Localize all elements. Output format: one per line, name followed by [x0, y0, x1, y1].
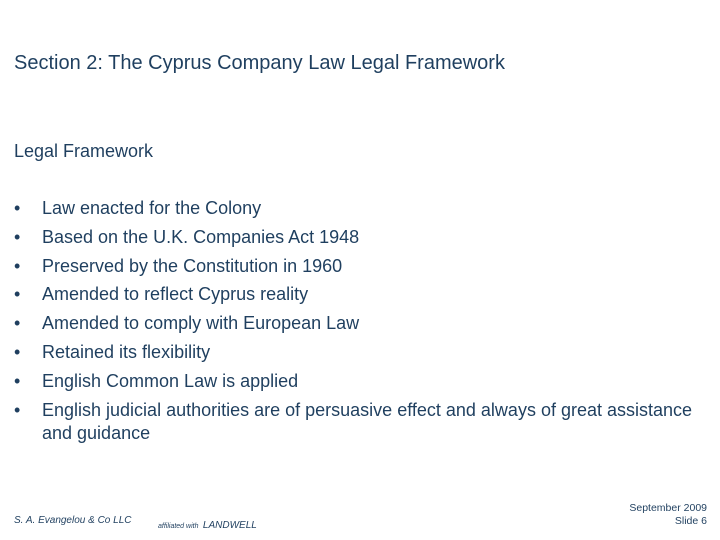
bullet-text: Law enacted for the Colony	[42, 198, 262, 218]
bullet-marker: •	[14, 284, 21, 305]
bullet-text: Preserved by the Constitution in 1960	[42, 255, 343, 276]
bullet-marker: •	[14, 399, 21, 420]
footer-affiliation	[158, 515, 257, 533]
list-item	[14, 341, 694, 364]
slide-number: Slide 6	[674, 515, 707, 527]
affiliated-brand: LANDWELL	[202, 520, 257, 531]
bullet-text: English judicial authorities are of persuasive effect and always of great assistance and guidance	[42, 399, 693, 443]
bullet-list	[14, 197, 694, 450]
bullet-text: Based on the U.K. Companies Act 1948	[42, 226, 360, 247]
list-item	[14, 312, 694, 335]
bullet-text: Amended to reflect Cyprus reality	[42, 284, 309, 305]
bullet-marker: •	[14, 313, 21, 334]
bullet-text: English Common Law is applied	[42, 370, 299, 391]
footer-date: September 2009	[629, 502, 707, 514]
section-subtitle: Legal Framework	[14, 141, 154, 161]
bullet-text: Amended to comply with European Law	[42, 313, 360, 334]
list-item	[14, 283, 694, 306]
bullet-marker: •	[14, 255, 21, 276]
list-item	[14, 197, 694, 220]
list-item	[14, 255, 694, 278]
slide-title: Section 2: The Cyprus Company Law Legal Framework	[14, 52, 505, 74]
list-item	[14, 370, 694, 393]
bullet-marker: •	[14, 226, 21, 247]
bullet-marker: •	[14, 370, 21, 391]
bullet-marker: •	[14, 341, 21, 362]
list-item	[14, 226, 694, 249]
footer-meta	[629, 502, 707, 528]
list-item	[14, 399, 694, 445]
affiliated-prefix: affiliated with	[158, 523, 199, 530]
bullet-text: Retained its flexibility	[42, 341, 211, 362]
bullet-marker: •	[14, 198, 21, 218]
footer-company-name: S. A. Evangelou & Co LLC	[14, 515, 132, 526]
